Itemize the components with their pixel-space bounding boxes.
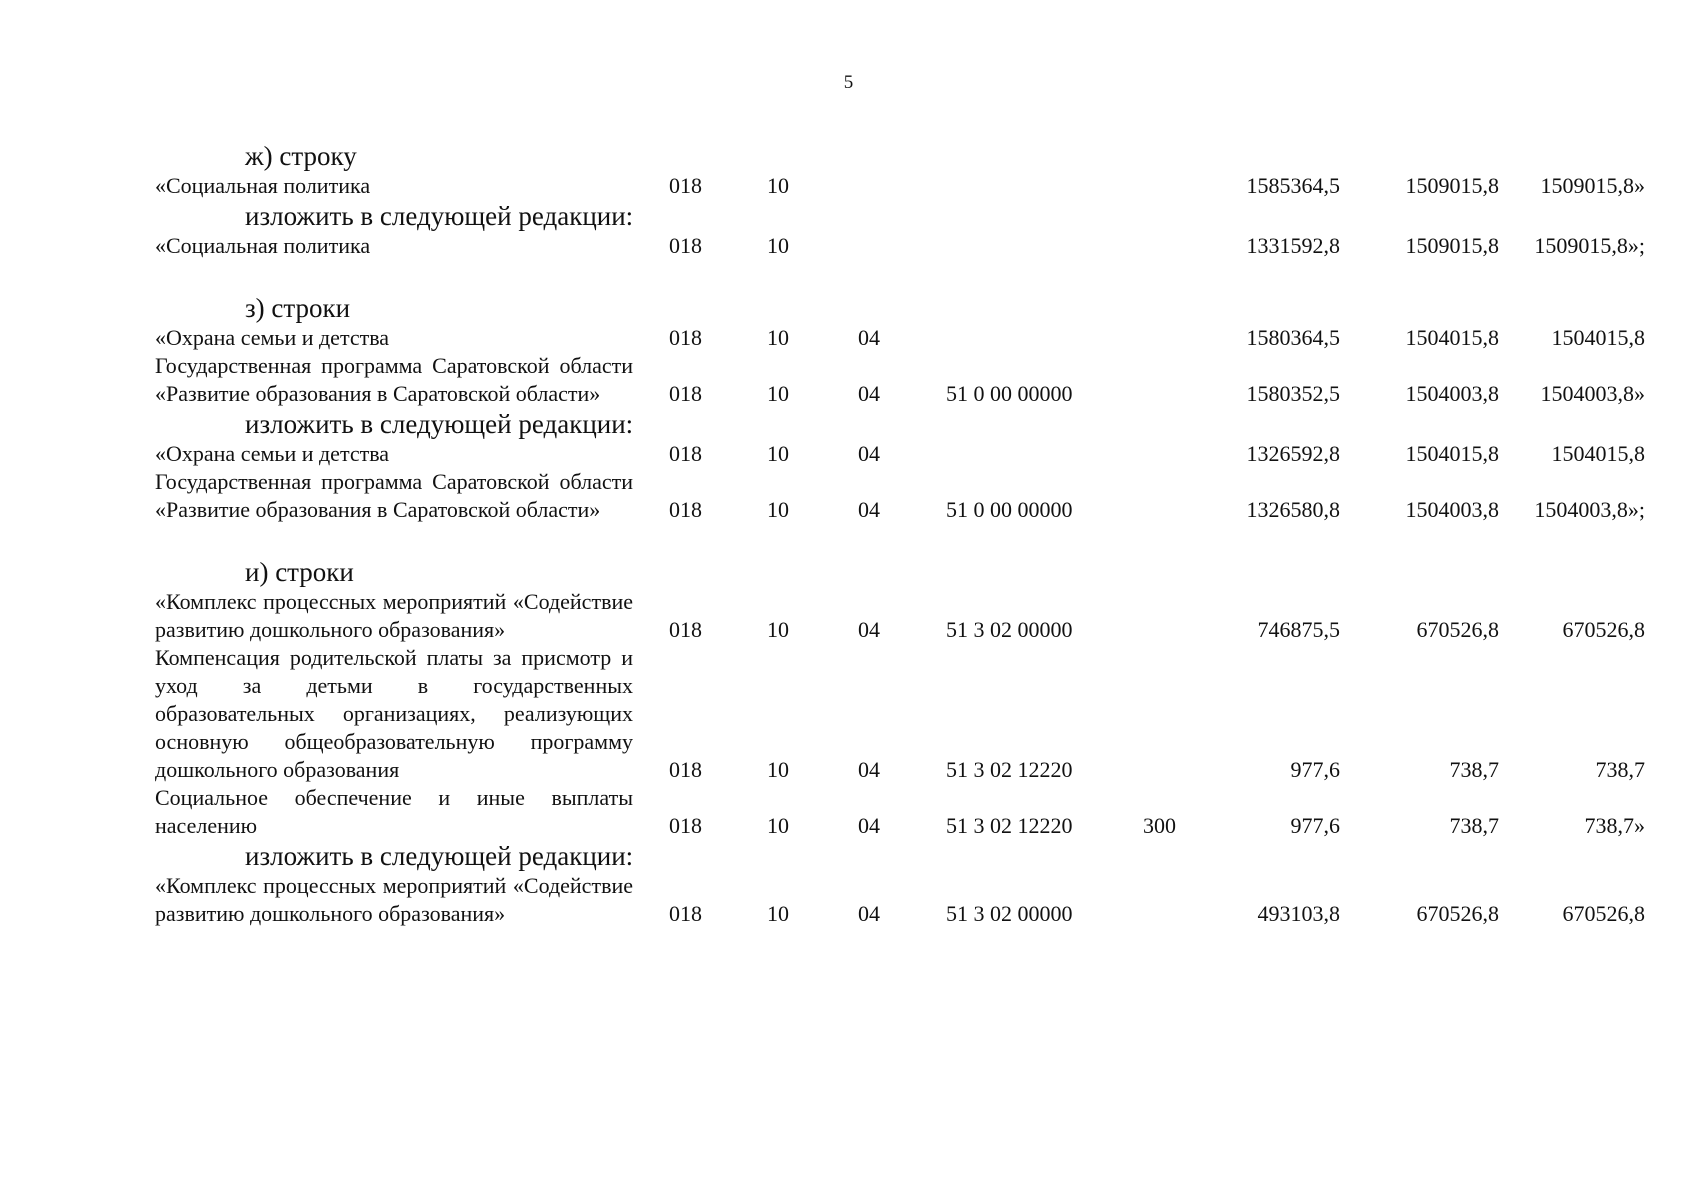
cell-pr: 04 bbox=[858, 757, 880, 782]
cell-value-2: 738,7 bbox=[1449, 813, 1499, 838]
cell-rz: 10 bbox=[767, 173, 789, 198]
cell-value-1: 493103,8 bbox=[1257, 901, 1340, 926]
row-name: Компенсация родительской платы за присмотр и уход за детьми в государственных образовательных организациях, реализующих основную общеобразовательную программу дошкольного образования bbox=[155, 645, 633, 782]
page-number: 5 bbox=[843, 72, 854, 93]
cell-value-1: 977,6 bbox=[1290, 757, 1340, 782]
cell-pr: 04 bbox=[858, 813, 880, 838]
cell-pr: 04 bbox=[858, 441, 880, 466]
cell-value-1: 1580364,5 bbox=[1246, 325, 1340, 350]
block-subheading: изложить в следующей редакции: bbox=[245, 409, 634, 439]
cell-rz: 10 bbox=[767, 813, 789, 838]
cell-vr: 300 bbox=[1143, 813, 1176, 838]
cell-value-1: 1331592,8 bbox=[1246, 233, 1340, 258]
cell-pr: 04 bbox=[858, 381, 880, 406]
cell-rz: 10 bbox=[767, 617, 789, 642]
cell-value-1: 746875,5 bbox=[1257, 617, 1340, 642]
cell-ved: 018 bbox=[669, 325, 702, 350]
cell-value-3: 1509015,8» bbox=[1540, 173, 1645, 198]
cell-value-2: 1504015,8 bbox=[1405, 441, 1499, 466]
cell-rz: 10 bbox=[767, 381, 789, 406]
block-subheading: изложить в следующей редакции: bbox=[245, 841, 634, 871]
cell-value-1: 1585364,5 bbox=[1246, 173, 1340, 198]
cell-value-1: 1326580,8 bbox=[1246, 497, 1340, 522]
cell-ved: 018 bbox=[669, 381, 702, 406]
cell-value-2: 1504003,8 bbox=[1405, 497, 1499, 522]
row-name: Государственная программа Саратовской области «Развитие образования в Саратовской области» bbox=[155, 353, 633, 406]
table-row bbox=[0, 784, 1697, 840]
cell-csr: 51 0 00 00000 bbox=[946, 497, 1073, 522]
table-row bbox=[0, 872, 1697, 928]
block-subheading: изложить в следующей редакции: bbox=[245, 201, 634, 231]
cell-ved: 018 bbox=[669, 757, 702, 782]
row-name: «Комплекс процессных мероприятий «Содействие развитию дошкольного образования» bbox=[155, 873, 633, 926]
cell-ved: 018 bbox=[669, 813, 702, 838]
block-heading: з) строки bbox=[245, 293, 351, 323]
cell-rz: 10 bbox=[767, 233, 789, 258]
cell-value-3: 670526,8 bbox=[1562, 901, 1645, 926]
row-name: Государственная программа Саратовской области «Развитие образования в Саратовской области» bbox=[155, 469, 633, 522]
document-body bbox=[0, 140, 1697, 928]
cell-value-3: 1504003,8» bbox=[1540, 381, 1645, 406]
cell-value-2: 670526,8 bbox=[1416, 901, 1499, 926]
cell-value-2: 1504015,8 bbox=[1405, 325, 1499, 350]
cell-value-2: 1509015,8 bbox=[1405, 173, 1499, 198]
row-name: «Социальная политика bbox=[155, 173, 371, 198]
cell-value-2: 1504003,8 bbox=[1405, 381, 1499, 406]
cell-ved: 018 bbox=[669, 233, 702, 258]
spacer bbox=[0, 524, 1697, 556]
spacer bbox=[0, 260, 1697, 292]
cell-pr: 04 bbox=[858, 901, 880, 926]
cell-csr: 51 3 02 00000 bbox=[946, 901, 1073, 926]
table-row bbox=[0, 644, 1697, 784]
cell-csr: 51 3 02 12220 bbox=[946, 813, 1073, 838]
cell-value-1: 1580352,5 bbox=[1246, 381, 1340, 406]
table-row bbox=[0, 440, 1697, 468]
cell-value-3: 1504003,8»; bbox=[1534, 497, 1645, 522]
cell-value-3: 670526,8 bbox=[1562, 617, 1645, 642]
cell-pr: 04 bbox=[858, 497, 880, 522]
row-name: «Комплекс процессных мероприятий «Содействие развитию дошкольного образования» bbox=[155, 589, 633, 642]
cell-ved: 018 bbox=[669, 441, 702, 466]
cell-ved: 018 bbox=[669, 497, 702, 522]
cell-value-1: 977,6 bbox=[1290, 813, 1340, 838]
table-row bbox=[0, 172, 1697, 200]
cell-csr: 51 3 02 12220 bbox=[946, 757, 1073, 782]
row-name: «Охрана семьи и детства bbox=[155, 441, 390, 466]
cell-value-3: 738,7 bbox=[1595, 757, 1645, 782]
block-heading: ж) строку bbox=[245, 141, 357, 171]
cell-ved: 018 bbox=[669, 617, 702, 642]
cell-ved: 018 bbox=[669, 901, 702, 926]
row-name: «Охрана семьи и детства bbox=[155, 325, 390, 350]
cell-value-3: 738,7» bbox=[1584, 813, 1645, 838]
block-heading: и) строки bbox=[245, 557, 354, 587]
row-name: Социальное обеспечение и иные выплаты населению bbox=[155, 785, 633, 838]
cell-rz: 10 bbox=[767, 497, 789, 522]
cell-value-2: 1509015,8 bbox=[1405, 233, 1499, 258]
cell-rz: 10 bbox=[767, 901, 789, 926]
cell-value-3: 1509015,8»; bbox=[1534, 233, 1645, 258]
cell-value-2: 670526,8 bbox=[1416, 617, 1499, 642]
table-row bbox=[0, 588, 1697, 644]
cell-value-3: 1504015,8 bbox=[1551, 441, 1645, 466]
cell-rz: 10 bbox=[767, 757, 789, 782]
cell-value-2: 738,7 bbox=[1449, 757, 1499, 782]
cell-value-1: 1326592,8 bbox=[1246, 441, 1340, 466]
table-row bbox=[0, 232, 1697, 260]
cell-pr: 04 bbox=[858, 617, 880, 642]
table-row bbox=[0, 324, 1697, 352]
cell-csr: 51 0 00 00000 bbox=[946, 381, 1073, 406]
table-row bbox=[0, 468, 1697, 524]
cell-rz: 10 bbox=[767, 325, 789, 350]
cell-rz: 10 bbox=[767, 441, 789, 466]
table-row bbox=[0, 352, 1697, 408]
cell-ved: 018 bbox=[669, 173, 702, 198]
row-name: «Социальная политика bbox=[155, 233, 371, 258]
cell-pr: 04 bbox=[858, 325, 880, 350]
cell-value-3: 1504015,8 bbox=[1551, 325, 1645, 350]
cell-csr: 51 3 02 00000 bbox=[946, 617, 1073, 642]
